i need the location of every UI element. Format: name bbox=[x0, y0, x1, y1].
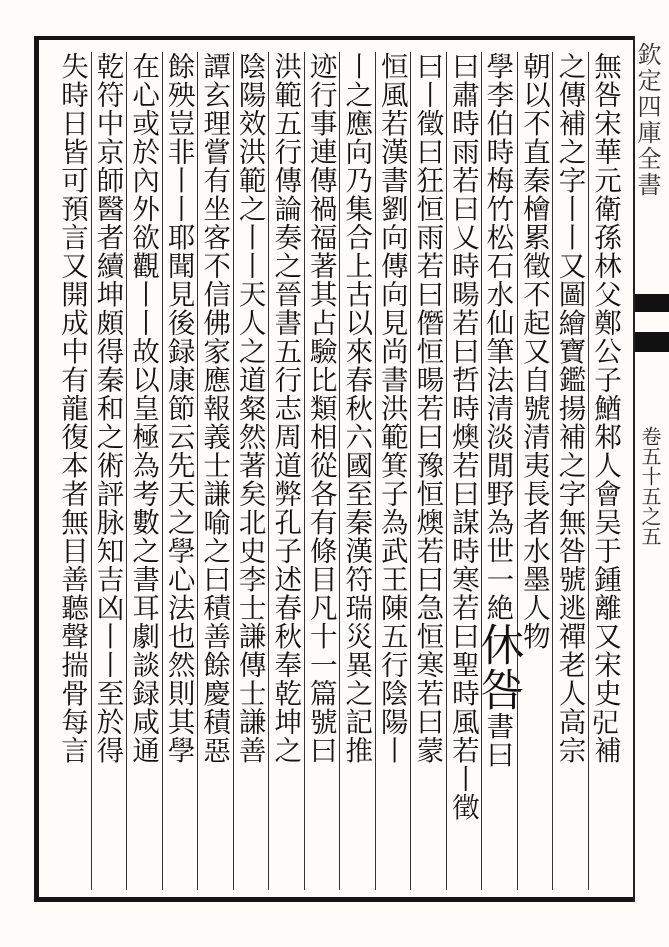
text-column: 之傳補之字丨丨又圖繪寶鑑揚補之字無咎號逃禪老人高宗 bbox=[552, 52, 585, 890]
text-column: 丨之應向乃集合上古以來春秋六國至秦漢符瑞災異之記推 bbox=[339, 52, 372, 890]
page-frame bbox=[34, 36, 634, 902]
text-column: 譚玄理嘗有坐客不信佛家應報義士謙喻之曰積善餘慶積惡 bbox=[197, 52, 230, 890]
text-column: 學李伯時梅竹松石水仙筆法清淡閒野為世一絶休咎書曰 bbox=[481, 52, 514, 890]
text-column: 乾符中京師醫者續坤頗得秦和之術評脉知吉凶丨丨至於得 bbox=[91, 52, 124, 890]
book-title: 欽定四庫全書 bbox=[633, 42, 661, 198]
text-column: 在心或於內外欲觀丨丨故以皇極為考數之書耳劇談録咸通 bbox=[126, 52, 159, 890]
text-column: 恒風若漢書劉向傳向見尚書洪範箕子為武王陳五行陰陽丨 bbox=[375, 52, 408, 890]
page-margin-strip bbox=[633, 36, 669, 902]
text-column: 迹行事連傳禍福著其占驗比類相從各有條目凡十一篇號曰 bbox=[304, 52, 337, 890]
heading-term: 休咎 bbox=[472, 622, 524, 712]
text-column: 失時日皆可預言又開成中有龍復本者無目善聽聲揣骨每言 bbox=[56, 52, 88, 765]
text-column: 朝以不直秦檜累徵不起又自號清夷長者水墨人物 bbox=[517, 52, 550, 890]
margin-divider bbox=[635, 294, 669, 312]
text-column: 曰肅時雨若曰乂時暘若曰哲時燠若曰謀時寒若曰聖時風若丨徵 bbox=[446, 52, 479, 890]
text-column: 曰丨徵曰狂恒雨若曰僭恒暘若曰豫恒燠若曰急恒寒若曰蒙 bbox=[410, 52, 443, 890]
text-column: 無咎宋華元衛孫林父鄭公子鰌邾人會吴于鍾離又宋史𢀶補 bbox=[588, 52, 621, 890]
text-columns bbox=[55, 52, 621, 890]
fish-tail-mark bbox=[635, 332, 669, 352]
volume-label: 卷五十五之五 bbox=[638, 426, 662, 546]
text-column: 餘殃豈非丨丨耶聞見後録康節云先天之學心法也然則其學 bbox=[162, 52, 195, 890]
text-column: 陰陽效洪範之丨丨天人之道粲然著矣北史李士謙傳士謙善 bbox=[233, 52, 266, 890]
text-column: 洪範五行傳論奏之晉書五行志周道弊孔子述春秋奉乾坤之 bbox=[268, 52, 301, 890]
